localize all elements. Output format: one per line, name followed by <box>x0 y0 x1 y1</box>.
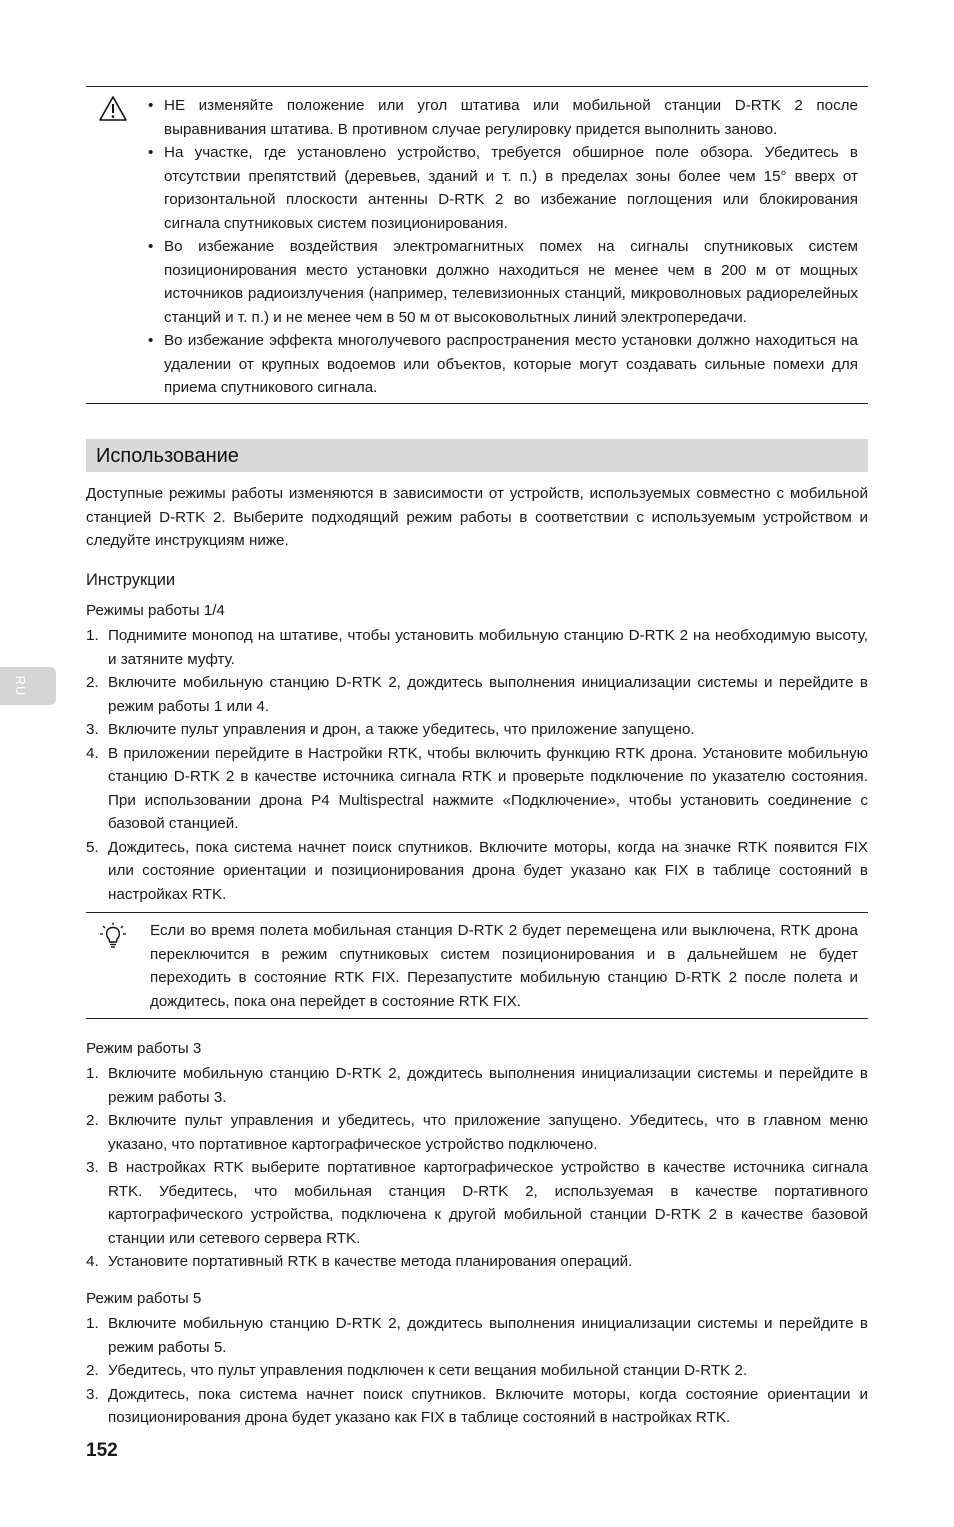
step-text: Дождитесь, пока система начнет поиск спутников. Включите моторы, когда на значке RTK появится FIX или состояние ориентации и позиционирования дрона будет указано как FIX в таблице состояний в настройках RTK. <box>108 838 868 903</box>
step-item <box>86 671 868 718</box>
step-text: Установите портативный RTK в качестве метода планирования операций. <box>108 1253 633 1270</box>
step-number: 3. <box>86 1385 99 1403</box>
warning-list <box>148 94 858 400</box>
mode-1-4-label: Режимы работы 1/4 <box>86 602 225 619</box>
step-text: Включите мобильную станцию D-RTK 2, дождитесь выполнения инициализации системы и перейдите в режим работы 5. <box>108 1315 868 1356</box>
mode-1-4-steps <box>86 624 868 906</box>
step-item <box>86 1109 868 1156</box>
tip-text: Если во время полета мобильная станция D-RTK 2 будет перемещена или выключена, RTK дрона переключится в режим спутниковых систем позиционирования и в дальнейшем не будет переходить в состояние RTK FIX. Перезапустите мобильную станцию D-RTK 2 после полета и дождитесь, пока она перейдет в состояние RTK FIX. <box>150 922 858 1010</box>
step-item <box>86 1250 868 1274</box>
step-text: В настройках RTK выберите портативное картографическое устройство в качестве источника сигнала RTK. Убедитесь, что мобильная станция D-RTK 2, используемая в качестве портативного картографического устройства, подключена к другой мобильной станции D-RTK 2 в качестве базовой станции или сетевого сервера RTK. <box>108 1159 868 1247</box>
step-item <box>86 1383 868 1430</box>
step-item <box>86 1062 868 1109</box>
step-text: Дождитесь, пока система начнет поиск спутников. Включите моторы, когда состояние ориентации и позиционирования дрона будет указано как FIX в таблице состояний в настройках RTK. <box>108 1385 868 1426</box>
language-tab <box>0 667 56 705</box>
instructions-heading: Инструкции <box>86 571 176 589</box>
section-title: Использование <box>96 445 239 467</box>
step-number: 1. <box>86 1065 99 1082</box>
step-number: 1. <box>86 627 99 644</box>
step-text: В приложении перейдите в Настройки RTK, чтобы включить функцию RTK дрона. Установите мобильную станцию D-RTK 2 в качестве источника сигнала RTK и проверьте подключение по указателю состояния. При использовании дрона P4 Multispectral нажмите «Подключение», чтобы установить соединение с базовой станцией. <box>108 744 868 832</box>
step-number: 2. <box>86 674 99 691</box>
warning-triangle-icon <box>98 94 128 122</box>
page-number: 152 <box>86 1440 118 1461</box>
step-number: 4. <box>86 1253 99 1270</box>
warning-item: • На участке, где установлено устройство, требуется обширное поле обзора. Убедитесь в отсутствии препятствий (деревьев, зданий и т. п.) в пределах зоны более чем 15° вверх от горизонтальной плоскости антенны D-RTK 2 во избежание поглощения или блокирования сигнала спутниковых систем позиционирования. <box>148 141 858 235</box>
step-item <box>86 836 868 907</box>
step-number: 3. <box>86 1159 99 1176</box>
step-text: Включите мобильную станцию D-RTK 2, дождитесь выполнения инициализации системы и перейдите в режим работы 1 или 4. <box>108 674 868 715</box>
step-item <box>86 1312 868 1359</box>
step-number: 1. <box>86 1315 99 1332</box>
step-text: Включите мобильную станцию D-RTK 2, дождитесь выполнения инициализации системы и перейдите в режим работы 3. <box>108 1065 868 1106</box>
mode-5-steps <box>86 1312 868 1430</box>
step-number: 2. <box>86 1362 99 1379</box>
warning-item: • Во избежание эффекта многолучевого распространения место установки должно находиться на удалении от крупных водоемов или объектов, которые могут создавать сильные помехи для приема спутникового сигнала. <box>148 329 858 400</box>
step-item <box>86 742 868 836</box>
step-number: 4. <box>86 744 99 762</box>
step-text: Убедитесь, что пульт управления подключен к сети вещания мобильной станции D-RTK 2. <box>108 1362 748 1379</box>
warning-item: • Во избежание воздействия электромагнитных помех на сигналы спутниковых систем позиционирования место установки должно находиться не менее чем в 200 м от мощных источников радиоизлучения (например, телевизионных станций, микроволновых радиорелейных станций и т. п.) и не менее чем в 50 м от высоковольтных линий электропередачи. <box>148 235 858 329</box>
step-item <box>86 718 868 742</box>
step-number: 5. <box>86 838 99 856</box>
tip-note <box>86 912 868 1019</box>
intro-paragraph: Доступные режимы работы изменяются в зависимости от устройств, используемых совместно с мобильной станцией D-RTK 2. Выберите подходящий режим работы в соответствии с используемым устройством и следуйте инструкциям ниже. <box>86 485 868 549</box>
warning-item: • НЕ изменяйте положение или угол штатива или мобильной станции D-RTK 2 после выравнивания штатива. В противном случае регулировку придется выполнить заново. <box>148 94 858 141</box>
mode-3-steps <box>86 1062 868 1274</box>
mode-5-label: Режим работы 5 <box>86 1290 202 1307</box>
step-item <box>86 1156 868 1250</box>
language-tab-label: RU <box>13 675 28 697</box>
lightbulb-icon <box>98 922 128 950</box>
step-number: 2. <box>86 1112 99 1129</box>
mode-3-label: Режим работы 3 <box>86 1040 202 1057</box>
section-header <box>86 439 868 472</box>
step-text: Включите пульт управления и убедитесь, что приложение запущено. Убедитесь, что в главном меню указано, что портативное картографическое устройство подключено. <box>108 1112 868 1153</box>
warning-note <box>86 86 868 404</box>
step-text: Включите пульт управления и дрон, а также убедитесь, что приложение запущено. <box>108 721 695 738</box>
step-number: 3. <box>86 721 99 738</box>
step-text: Поднимите монопод на штативе, чтобы установить мобильную станцию D-RTK 2 на необходимую высоту, и затяните муфту. <box>108 627 868 668</box>
step-item <box>86 624 868 671</box>
step-item <box>86 1359 868 1383</box>
